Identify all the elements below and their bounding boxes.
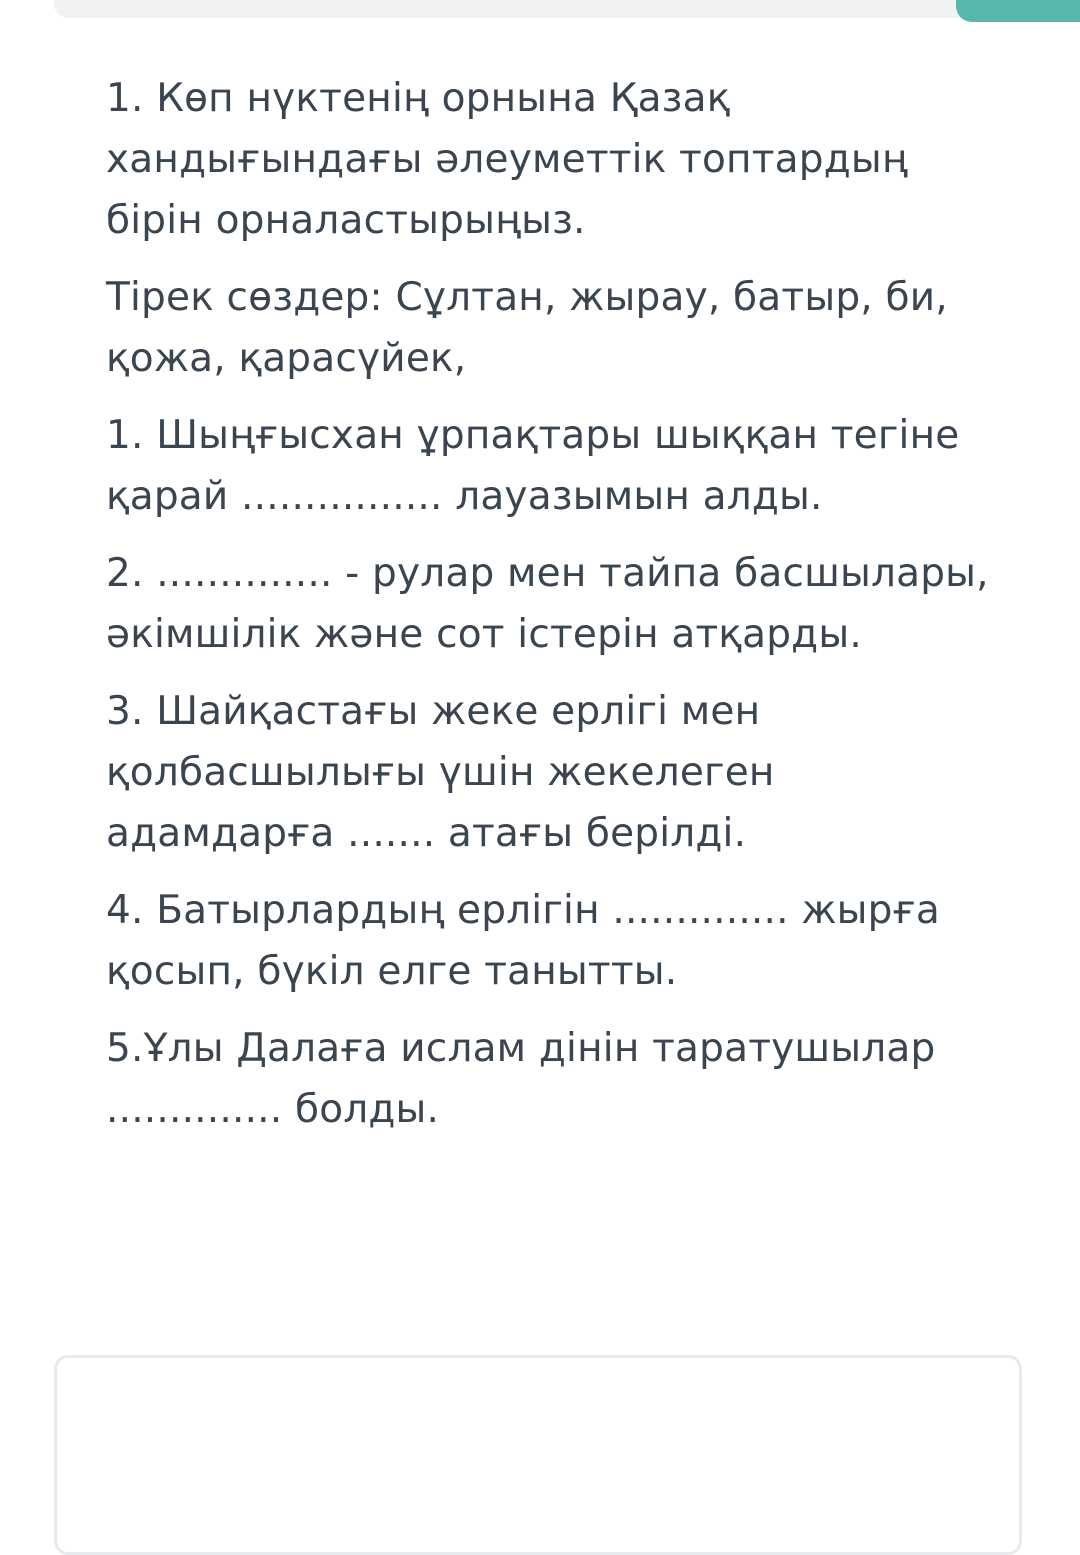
top-card-edge	[54, 0, 974, 18]
question-item-5: 5.Ұлы Далаға ислам дінін таратушылар .............. болды.	[106, 1026, 949, 1132]
keywords-line: Тірек сөздер: Сұлтан, жырау, батыр, би, қожа, қарасүйек,	[106, 275, 961, 381]
question-item-3: 3. Шайқастағы жеке ерлігі мен қолбасшылығы үшін жекелеген адамдарға ....... атағы берілді.	[106, 689, 788, 856]
answer-input-box[interactable]	[54, 1355, 1022, 1555]
question-item-1: 1. Шыңғысхан ұрпақтары шыққан тегіне қарай ................ лауазымын алды.	[106, 413, 973, 519]
question-content	[106, 68, 1006, 1156]
accent-tab[interactable]	[956, 0, 1080, 22]
question-item-2: 2. .............. - рулар мен тайпа басшылары, әкімшілік және сот істерін атқарды.	[106, 551, 1002, 657]
question-item-4: 4. Батырлардың ерлігін .............. жырға қосып, бүкіл елге танытты.	[106, 888, 953, 994]
task-instruction: 1. Көп нүктенің орнына Қазақ хандығындағы әлеуметтік топтардың бірін орналастырыңыз.	[106, 76, 921, 243]
